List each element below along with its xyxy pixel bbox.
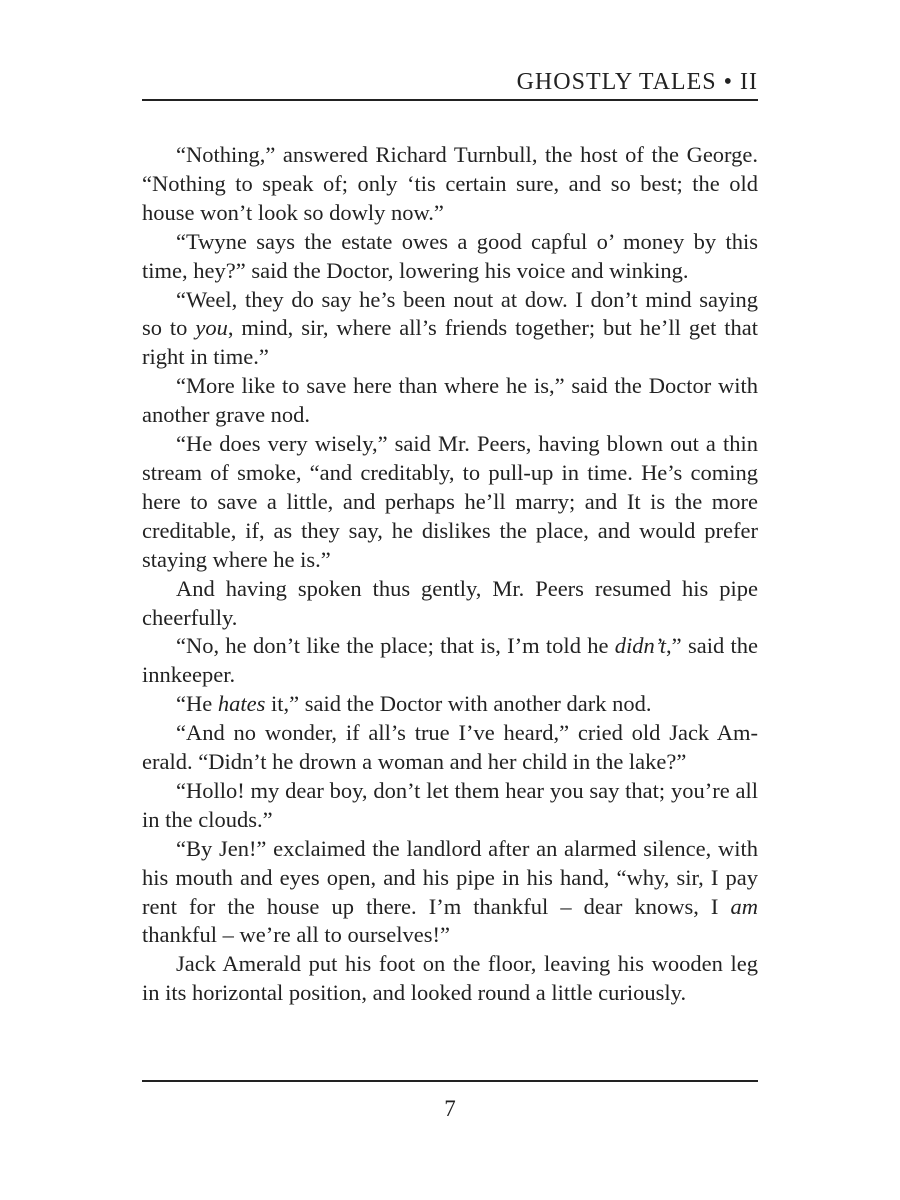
text-run: “More like to save here than where he is,” said the Doctor with another grave nod. — [142, 373, 758, 428]
text-run: “Weel, they do say he’s been nout at dow. I don’t mind saying so to — [142, 286, 758, 341]
paragraph — [142, 950, 758, 1008]
text-run: “And no wonder, if all’s true I’ve heard,” cried old Jack Amerald. “Didn’t he drown a woman and her child in the lake?” — [142, 720, 758, 775]
header-rule — [142, 99, 758, 101]
paragraph — [142, 141, 758, 228]
paragraph — [142, 690, 758, 719]
text-run: ,” said the innkeeper. — [142, 633, 758, 688]
text-run: “By Jen!” exclaimed the landlord after an alarmed silence, with his mouth and eyes open, and his pipe in his hand, “why, sir, I pay rent for the house up there. I’m thankful – dear knows, I — [142, 835, 758, 919]
paragraph — [142, 228, 758, 286]
paragraph — [142, 372, 758, 430]
page-number: 7 — [444, 1096, 456, 1121]
text-run: “He does very wisely,” said Mr. Peers, having blown out a thin stream of smoke, “and creditably, to pull-up in time. He’s coming here to save a little, and perhaps he’ll marry; and It is the more creditable, if, as they say, he dislikes the place, and would prefer staying where he is.” — [142, 431, 758, 572]
italic-text: am — [730, 893, 758, 919]
text-run: , mind, sir, where all’s friends together; but he’ll get that right in time.” — [142, 315, 758, 370]
italic-text: didn’t — [614, 633, 667, 659]
text-run: “Twyne says the estate owes a good capful o’ money by this time, hey?” said the Doctor, lowering his voice and winking. — [142, 228, 758, 283]
body-text — [142, 141, 758, 1008]
footer-rule — [142, 1080, 758, 1082]
text-run: it,” said the Doctor with another dark nod. — [265, 691, 652, 717]
text-run: “He — [176, 691, 218, 717]
paragraph — [142, 777, 758, 835]
italic-text: hates — [217, 691, 266, 717]
paragraph — [142, 430, 758, 575]
paragraph — [142, 835, 758, 951]
text-run: “No, he don’t like the place; that is, I’m told he — [176, 633, 615, 659]
text-run: And having spoken thus gently, Mr. Peers resumed his pipe cheerfully. — [142, 575, 758, 630]
text-run: “Hollo! my dear boy, don’t let them hear you say that; you’re all in the clouds.” — [142, 777, 758, 832]
text-run: Jack Amerald put his foot on the floor, leaving his wooden leg in its horizontal position, and looked round a little curiously. — [142, 951, 758, 1006]
paragraph — [142, 632, 758, 690]
text-run: “Nothing,” answered Richard Turnbull, the host of the George. “Nothing to speak of; only ‘tis certain sure, and so best; the old house won’t look so dowly now.” — [142, 142, 758, 225]
running-head: GHOSTLY TALES • II — [516, 69, 758, 95]
text-run: thankful – we’re all to ourselves!” — [142, 922, 451, 948]
paragraph — [142, 286, 758, 373]
italic-text: you — [195, 315, 228, 341]
paragraph — [142, 575, 758, 633]
paragraph — [142, 719, 758, 777]
